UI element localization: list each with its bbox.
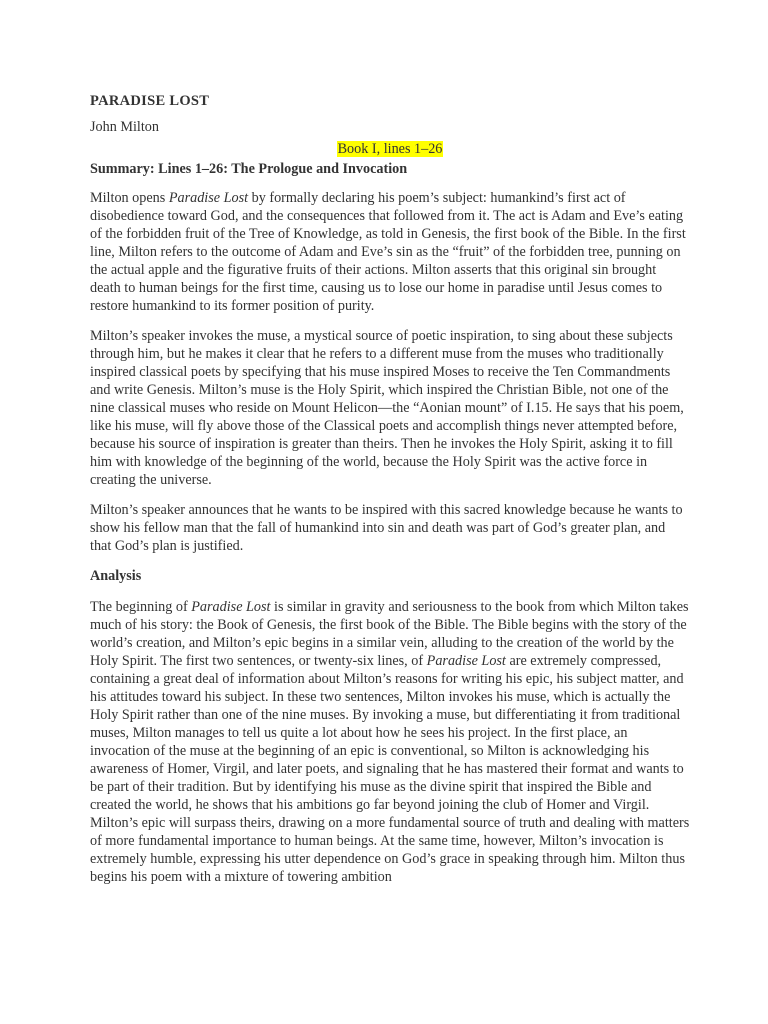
section-reference (90, 140, 690, 159)
p4-book-title-1: Paradise Lost (191, 599, 271, 615)
p4-text-c: is similar in gravity and seriousness to the book from which Milton takes much of his story: the Book of Genesis, the first book of the Bible. The Bible begins with the story of the world’s creation, and Milton’s epic begins in a similar vein, alluding to the creation of the world by the Holy Spirit. The first two sentences, or twenty-six lines, of (90, 599, 689, 669)
summary-paragraph-3: Milton’s speaker announces that he wants to be inspired with this sacred knowledge because he wants to show his fellow man that the fall of humankind into sin and death was part of God’s greater plan, and that God’s plan is justified. (90, 502, 683, 554)
p1-text-c: by formally declaring his poem’s subject: humankind’s first act of disobedience toward God, and the consequences that followed from it. The act is Adam and Eve’s eating of the forbidden fruit of the Tree of Knowledge, as told in Genesis, the first book of the Bible. In the first line, Milton refers to the outcome of Adam and Eve’s sin as the “fruit” of the forbidden tree, punning on the actual apple and the figurative fruits of their actions. Milton asserts that this original sin brought death to human beings for the first time, causing us to lose our home in paradise until Jesus comes to restore humankind to its former position of purity. (90, 190, 686, 314)
p4-book-title-2: Paradise Lost (426, 653, 506, 669)
analysis-heading: Analysis (90, 568, 142, 584)
summary-paragraph-1 (90, 189, 690, 315)
summary-paragraph-2: Milton’s speaker invokes the muse, a mystical source of poetic inspiration, to sing about these subjects through him, but he makes it clear that he refers to a different muse from the muses who traditionally inspired classical poets by specifying that his muse inspired Moses to receive the Ten Commandments and write Genesis. Milton’s muse is the Holy Spirit, which inspired the Christian Bible, not one of the nine classical muses who reside on Mount Helicon—the “Aonian mount” of I.15. He says that his poem, like his muse, will fly above those of the Classical poets and accomplish things never attempted before, because his source of inspiration is greater than theirs. Then he invokes the Holy Spirit, asking it to fill him with knowledge of the beginning of the world, because the Holy Spirit was the active force in creating the universe. (90, 328, 684, 488)
p4-text-e: are extremely compressed, containing a great deal of information about Milton’s reasons for writing his epic, his subject matter, and his attitudes toward his subject. In these two sentences, Milton invokes his muse, which is actually the Holy Spirit rather than one of the nine muses. By invoking a muse, but differentiating it from traditional muses, Milton manages to tell us quite a lot about how he sees his project. In the first place, an invocation of the muse at the beginning of an epic is conventional, so Milton is acknowledging his awareness of Homer, Virgil, and later poets, and signaling that he has mastered their format and wants to be part of their tradition. But by identifying his muse as the divine spirit that inspired the Bible and created the world, he shows that his ambitions go far beyond joining the club of Homer and Virgil. Milton’s epic will surpass theirs, drawing on a more fundamental source of truth and dealing with matters of more fundamental importance to human beings. At the same time, however, Milton’s invocation is extremely humble, expressing his utter dependence on God’s grace in speaking through him. Milton thus begins his poem with a mixture of towering ambition (90, 653, 690, 885)
analysis-paragraph-1 (90, 598, 690, 886)
highlighted-section-reference: Book I, lines 1–26 (337, 141, 443, 157)
p1-text-a: Milton opens (90, 190, 169, 206)
document-title: PARADISE LOST (90, 93, 210, 109)
p4-text-a: The beginning of (90, 599, 192, 615)
document-page (90, 92, 690, 886)
summary-heading: Summary: Lines 1–26: The Prologue and Invocation (90, 161, 408, 177)
author-name: John Milton (90, 119, 159, 135)
p1-book-title: Paradise Lost (168, 190, 249, 206)
